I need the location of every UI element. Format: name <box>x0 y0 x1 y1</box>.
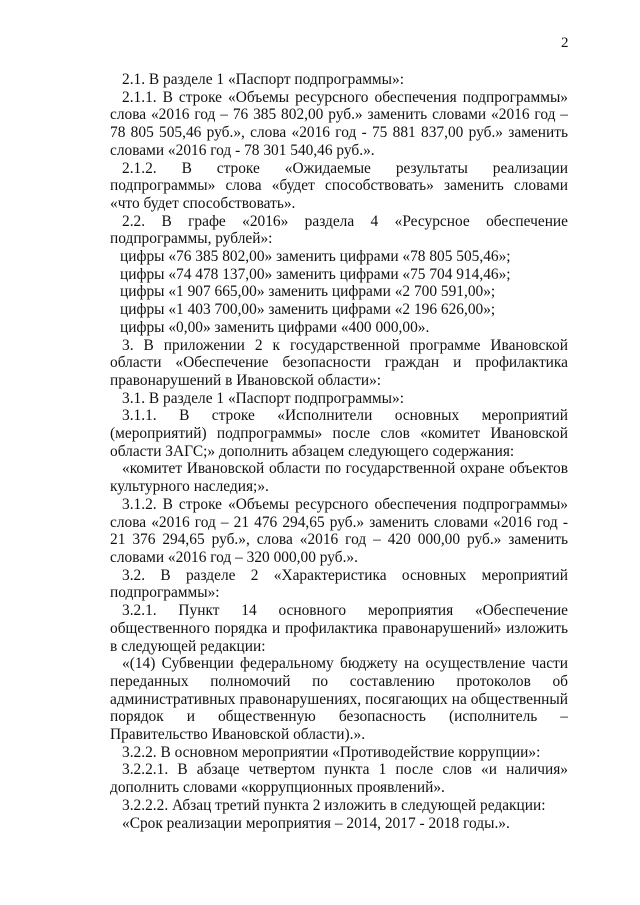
paragraph-3-1-1: 3.1.1. В строке «Исполнители основных мероприятий (мероприятий) подпрограммы» после слов «комитет Ивановской области ЗАГС;» дополнить абзацем следующего содержания: <box>110 407 568 460</box>
paragraph-3-2: 3.2. В разделе 2 «Характеристика основных мероприятий подпрограммы»: <box>110 566 568 602</box>
paragraph-2-1: 2.1. В разделе 1 «Паспорт подпрограммы»: <box>122 71 404 88</box>
paragraph-2-1-1: 2.1.1. В строке «Объемы ресурсного обеспечения подпрограммы» слова «2016 год – 76 385 802,00 руб.» заменить словами «2016 год – 78 805 505,46 руб.», слова «2016 год - 75 881 837,00 руб.» заменить словами «2016 год - 78 301 540,46 руб.». <box>110 88 568 159</box>
page-number: 2 <box>561 35 569 51</box>
replacement-line-2: цифры «74 478 137,00» заменить цифрами «75 704 914,46»; <box>120 265 511 283</box>
paragraph-3-2-1: 3.2.1. Пункт 14 основного мероприятия «Обеспечение общественного порядка и профилактика правонарушений» изложить в следующей редакции: <box>110 602 568 655</box>
paragraph-2-2: 2.2. В графе «2016» раздела 4 «Ресурсное обеспечение подпрограммы, рублей»: <box>110 212 568 248</box>
replacement-line-4: цифры «1 403 700,00» заменить цифрами «2 196 626,00»; <box>120 301 496 319</box>
new-wording-term-quote: «Срок реализации мероприятия – 2014, 2017 - 2018 годы.». <box>122 814 510 832</box>
paragraph-2-1-2: 2.1.2. В строке «Ожидаемые результаты реализации подпрограммы» слова «будет способствовать» заменить словами «что будет способствовать». <box>110 159 568 212</box>
paragraph-3-2-2-2: 3.2.2.2. Абзац третий пункта 2 изложить в следующей редакции: <box>122 796 546 814</box>
paragraph-3-1-2: 3.1.2. В строке «Объемы ресурсного обеспечения подпрограммы» слова «2016 год – 21 476 294,65 руб.» заменить словами «2016 год - 21 376 294,65 руб.», слова «2016 год – 420 000,00 руб.» заменить словами «2016 год – 320 000,00 руб.». <box>110 495 568 566</box>
paragraph-3: 3. В приложении 2 к государственной программе Ивановской области «Обеспечение безопасности граждан и профилактика правонарушений в Ивановской области»: <box>110 336 568 389</box>
paragraph-3-1: 3.1. В разделе 1 «Паспорт подпрограммы»: <box>122 389 404 407</box>
paragraph-3-2-2-1: 3.2.2.1. В абзаце четвертом пункта 1 после слов «и наличия» дополнить словами «коррупционных проявлений». <box>110 761 568 797</box>
new-wording-item-14: «(14) Субвенции федеральному бюджету на осуществление части переданных полномочий по составлению протоколов об административных правонарушениях, посягающих на общественный порядок и общественную безопасность (исполнитель – Правительство Ивановской области).». <box>110 655 568 744</box>
replacement-line-5: цифры «0,00» заменить цифрами «400 000,00». <box>120 318 430 336</box>
paragraph-3-2-2: 3.2.2. В основном мероприятии «Противодействие коррупции»: <box>122 743 541 761</box>
document-body <box>110 71 568 832</box>
replacement-line-3: цифры «1 907 665,00» заменить цифрами «2 700 591,00»; <box>120 283 496 301</box>
replacement-line-1: цифры «76 385 802,00» заменить цифрами «78 805 505,46»; <box>120 248 511 266</box>
inserted-paragraph-quote: «комитет Ивановской области по государственной охране объектов культурного наследия;». <box>110 460 568 496</box>
